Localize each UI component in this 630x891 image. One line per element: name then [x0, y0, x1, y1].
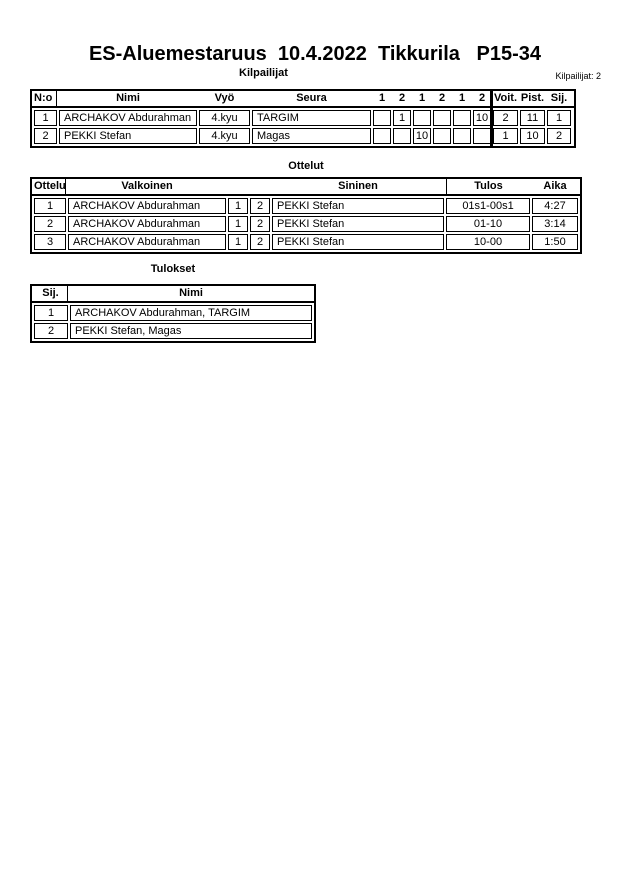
- cell-wins: 2: [493, 110, 518, 126]
- cell-time: 1:50: [532, 234, 578, 250]
- cell-round-5: [453, 128, 471, 144]
- cell-round-2: [393, 128, 411, 144]
- cell-white-name: ARCHAKOV Abdurahman: [68, 216, 226, 232]
- cell-blue-no: 2: [250, 216, 270, 232]
- cell-place: 2: [34, 323, 68, 339]
- match-row: [32, 234, 580, 250]
- col-header-wins: Voit.: [493, 92, 517, 104]
- cell-time: 3:14: [532, 216, 578, 232]
- result-row: [32, 323, 314, 339]
- cell-blue-name: PEKKI Stefan: [272, 216, 444, 232]
- cell-points: 11: [520, 110, 545, 126]
- cell-belt: 4.kyu: [199, 110, 250, 126]
- cell-round-1: [373, 110, 391, 126]
- cell-club: Magas: [252, 128, 371, 144]
- col-header-blue: Sininen: [338, 180, 378, 192]
- col-header-round-5: 1: [458, 92, 466, 104]
- col-header-points: Pist.: [520, 92, 545, 104]
- cell-time: 4:27: [532, 198, 578, 214]
- cell-points: 10: [520, 128, 545, 144]
- col-header-name: Nimi: [116, 92, 140, 104]
- cell-white-no: 1: [228, 234, 248, 250]
- col-header-match: Ottelu: [34, 180, 66, 192]
- result-row: [32, 305, 314, 321]
- cell-wins: 1: [493, 128, 518, 144]
- cell-club: TARGIM: [252, 110, 371, 126]
- col-header-club: Seura: [296, 92, 327, 104]
- results-heading: Tulokset: [150, 263, 196, 275]
- cell-name: ARCHAKOV Abdurahman, TARGIM: [70, 305, 312, 321]
- cell-name: ARCHAKOV Abdurahman: [59, 110, 197, 126]
- col-header-belt: Vyö: [214, 92, 235, 104]
- competitor-count-label: Kilpailijat: 2: [555, 71, 601, 81]
- col-header-no: N:o: [34, 91, 57, 106]
- cell-result: 01-10: [446, 216, 530, 232]
- cell-blue-name: PEKKI Stefan: [272, 198, 444, 214]
- cell-white-name: ARCHAKOV Abdurahman: [68, 234, 226, 250]
- cell-place: 1: [34, 305, 68, 321]
- cell-result: 10-00: [446, 234, 530, 250]
- col-header-time: Aika: [543, 180, 567, 192]
- competitors-table: [30, 89, 576, 148]
- cell-blue-name: PEKKI Stefan: [272, 234, 444, 250]
- col-header-round-2: 2: [398, 92, 406, 104]
- col-header-place: Sij.: [34, 286, 68, 301]
- col-header-white: Valkoinen: [121, 180, 173, 192]
- col-header-name: Nimi: [179, 287, 203, 299]
- cell-place: 1: [547, 110, 571, 126]
- results-header-row: [32, 286, 314, 303]
- cell-round-3: [413, 110, 431, 126]
- col-header-round-3: 1: [418, 92, 426, 104]
- cell-round-4: [433, 128, 451, 144]
- cell-round-2: 1: [393, 110, 411, 126]
- matches-table: [30, 177, 582, 254]
- cell-no: 1: [34, 110, 57, 126]
- results-table: [30, 284, 316, 343]
- cell-round-1: [373, 128, 391, 144]
- cell-round-3: 10: [413, 128, 431, 144]
- cell-name: PEKKI Stefan, Magas: [70, 323, 312, 339]
- group-separator-line: [490, 91, 493, 146]
- cell-round-4: [433, 110, 451, 126]
- match-row: [32, 198, 580, 214]
- cell-white-no: 1: [228, 216, 248, 232]
- competitors-heading: Kilpailijat: [239, 67, 288, 79]
- col-header-round-6: 2: [478, 92, 486, 104]
- cell-blue-no: 2: [250, 198, 270, 214]
- col-header-white-no: [228, 179, 248, 194]
- match-row: [32, 216, 580, 232]
- col-header-round-4: 2: [438, 92, 446, 104]
- cell-round-6: 10: [473, 110, 491, 126]
- cell-match-no: 3: [34, 234, 66, 250]
- cell-name: PEKKI Stefan: [59, 128, 197, 144]
- cell-match-no: 1: [34, 198, 66, 214]
- matches-header-row: [32, 179, 580, 196]
- page-title: ES-Aluemestaruus 10.4.2022 Tikkurila P15-34: [88, 43, 542, 65]
- cell-match-no: 2: [34, 216, 66, 232]
- cell-round-5: [453, 110, 471, 126]
- cell-belt: 4.kyu: [199, 128, 250, 144]
- cell-white-no: 1: [228, 198, 248, 214]
- col-header-blue-no: [250, 179, 270, 194]
- cell-blue-no: 2: [250, 234, 270, 250]
- col-header-result: Tulos: [446, 179, 530, 194]
- col-header-place: Sij.: [550, 92, 568, 104]
- cell-white-name: ARCHAKOV Abdurahman: [68, 198, 226, 214]
- matches-heading: Ottelut: [288, 160, 324, 172]
- cell-result: 01s1-00s1: [446, 198, 530, 214]
- cell-round-6: [473, 128, 491, 144]
- col-header-round-1: 1: [378, 92, 386, 104]
- cell-place: 2: [547, 128, 571, 144]
- cell-no: 2: [34, 128, 57, 144]
